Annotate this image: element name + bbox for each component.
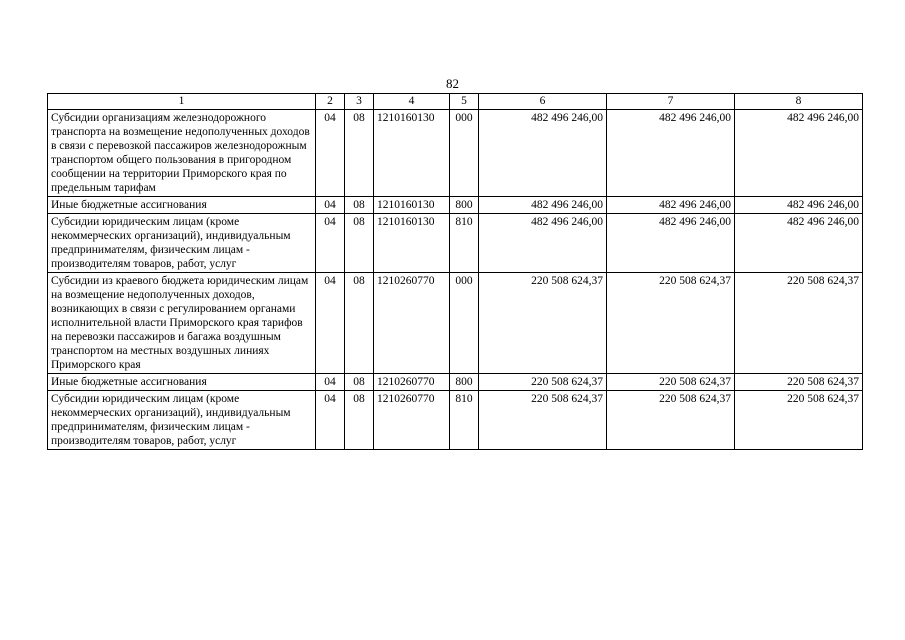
amount-cell-6: 482 496 246,00 <box>479 197 607 214</box>
subsection-code-cell: 08 <box>345 214 374 273</box>
subsection-code-cell: 08 <box>345 391 374 450</box>
amount-cell-7: 482 496 246,00 <box>607 197 735 214</box>
item-name-cell: Иные бюджетные ассигнования <box>48 197 316 214</box>
amount-cell-6: 220 508 624,37 <box>479 391 607 450</box>
amount-cell-6: 220 508 624,37 <box>479 374 607 391</box>
item-name-cell: Субсидии из краевого бюджета юридическим лицам на возмещение недополученных доходов, возникающих в связи с регулированием органами исполнительной власти Приморского края тарифов на перевозки пассажиров и багажа воздушным транспортом на местных воздушных линиях Приморского края <box>48 273 316 374</box>
amount-cell-8: 220 508 624,37 <box>735 374 863 391</box>
column-header: 2 <box>316 94 345 110</box>
target-code-cell: 1210260770 <box>374 273 450 374</box>
amount-cell-6: 482 496 246,00 <box>479 110 607 197</box>
item-name-cell: Иные бюджетные ассигнования <box>48 374 316 391</box>
item-name-cell: Субсидии юридическим лицам (кроме некоммерческих организаций), индивидуальным предпринимателям, физическим лицам - производителям товаров, работ, услуг <box>48 391 316 450</box>
amount-cell-8: 482 496 246,00 <box>735 110 863 197</box>
target-code-cell: 1210260770 <box>374 391 450 450</box>
expense-type-cell: 810 <box>450 391 479 450</box>
table-row <box>48 391 863 450</box>
amount-cell-8: 482 496 246,00 <box>735 197 863 214</box>
column-header: 5 <box>450 94 479 110</box>
expense-type-cell: 800 <box>450 374 479 391</box>
amount-cell-6: 220 508 624,37 <box>479 273 607 374</box>
item-name-cell: Субсидии юридическим лицам (кроме некоммерческих организаций), индивидуальным предпринимателям, физическим лицам - производителям товаров, работ, услуг <box>48 214 316 273</box>
section-code-cell: 04 <box>316 391 345 450</box>
column-header: 8 <box>735 94 863 110</box>
expense-type-cell: 000 <box>450 110 479 197</box>
item-name-cell: Субсидии организациям железнодорожного транспорта на возмещение недополученных доходов в связи с перевозкой пассажиров железнодорожным транспортом общего пользования в пригородном сообщении на территории Приморского края по предельным тарифам <box>48 110 316 197</box>
amount-cell-8: 220 508 624,37 <box>735 273 863 374</box>
page-number: 82 <box>446 76 459 91</box>
section-code-cell: 04 <box>316 197 345 214</box>
amount-cell-7: 220 508 624,37 <box>607 391 735 450</box>
section-code-cell: 04 <box>316 110 345 197</box>
column-header: 6 <box>479 94 607 110</box>
column-header: 3 <box>345 94 374 110</box>
amount-cell-7: 482 496 246,00 <box>607 110 735 197</box>
section-code-cell: 04 <box>316 374 345 391</box>
subsection-code-cell: 08 <box>345 273 374 374</box>
header-row <box>48 94 863 110</box>
target-code-cell: 1210160130 <box>374 197 450 214</box>
expense-type-cell: 000 <box>450 273 479 374</box>
amount-cell-8: 482 496 246,00 <box>735 214 863 273</box>
target-code-cell: 1210160130 <box>374 214 450 273</box>
column-header: 7 <box>607 94 735 110</box>
table-row <box>48 273 863 374</box>
target-code-cell: 1210260770 <box>374 374 450 391</box>
section-code-cell: 04 <box>316 214 345 273</box>
amount-cell-6: 482 496 246,00 <box>479 214 607 273</box>
subsection-code-cell: 08 <box>345 197 374 214</box>
amount-cell-7: 220 508 624,37 <box>607 273 735 374</box>
table-row <box>48 197 863 214</box>
subsection-code-cell: 08 <box>345 374 374 391</box>
expense-type-cell: 800 <box>450 197 479 214</box>
table-row <box>48 374 863 391</box>
column-header: 1 <box>48 94 316 110</box>
section-code-cell: 04 <box>316 273 345 374</box>
column-header: 4 <box>374 94 450 110</box>
target-code-cell: 1210160130 <box>374 110 450 197</box>
subsection-code-cell: 08 <box>345 110 374 197</box>
table-row <box>48 110 863 197</box>
amount-cell-7: 482 496 246,00 <box>607 214 735 273</box>
budget-table <box>47 93 863 450</box>
amount-cell-7: 220 508 624,37 <box>607 374 735 391</box>
table-row <box>48 214 863 273</box>
amount-cell-8: 220 508 624,37 <box>735 391 863 450</box>
expense-type-cell: 810 <box>450 214 479 273</box>
